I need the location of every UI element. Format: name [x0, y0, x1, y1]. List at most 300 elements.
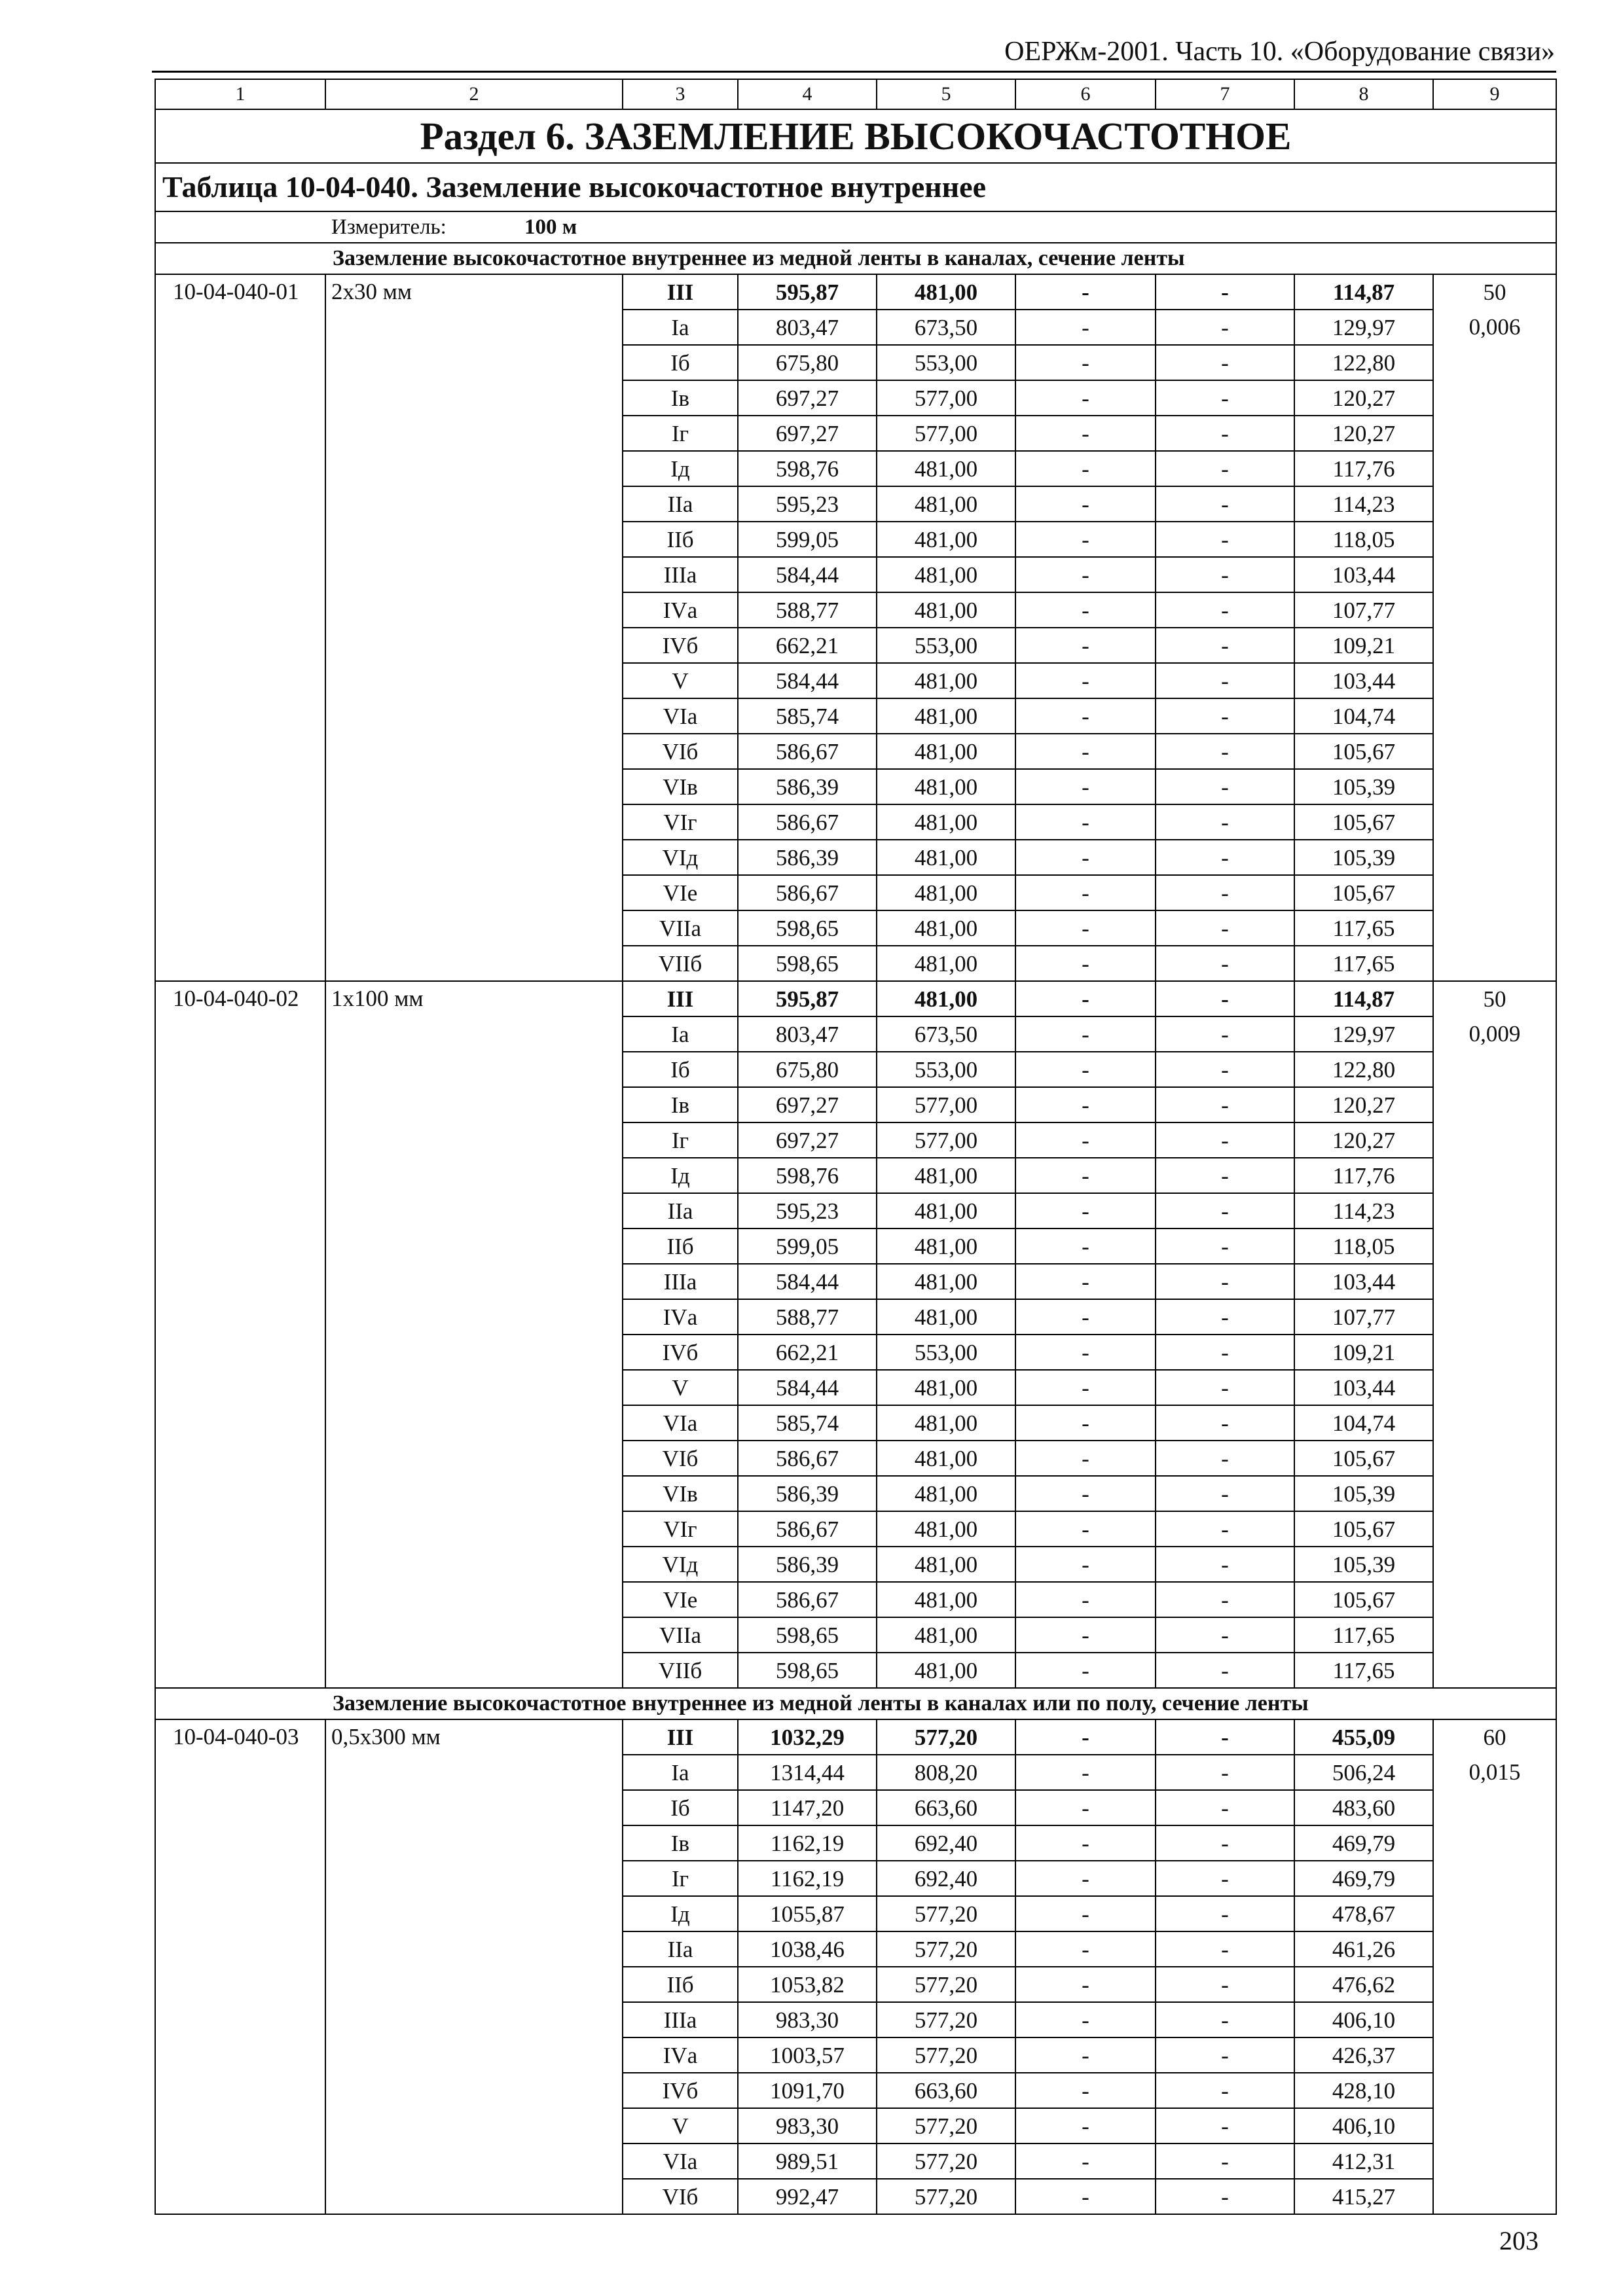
wages: 692,40	[877, 1825, 1015, 1861]
materials: 117,65	[1294, 946, 1433, 981]
materials: 117,65	[1294, 910, 1433, 946]
group-header-row	[155, 243, 1556, 274]
machines: -	[1015, 910, 1156, 946]
materials: 120,27	[1294, 1122, 1433, 1158]
total-cost: 598,65	[738, 910, 877, 946]
column-number: 6	[1015, 79, 1156, 109]
wages: 481,00	[877, 910, 1015, 946]
zone: Iд	[623, 451, 738, 486]
machines: -	[1015, 804, 1156, 840]
wages: 481,00	[877, 1617, 1015, 1653]
machine-wages: -	[1156, 1653, 1294, 1688]
wages: 481,00	[877, 1547, 1015, 1582]
labor-norm-value: 0,009	[1468, 1021, 1521, 1047]
materials: 104,74	[1294, 1405, 1433, 1441]
zone: VIг	[623, 804, 738, 840]
materials: 105,39	[1294, 1476, 1433, 1511]
header-rule	[152, 71, 1556, 73]
zone: Iд	[623, 1158, 738, 1193]
materials: 114,87	[1294, 981, 1433, 1016]
zone: IIб	[623, 1967, 738, 2002]
materials: 109,21	[1294, 628, 1433, 663]
total-cost: 1053,82	[738, 1967, 877, 2002]
machine-wages: -	[1156, 1790, 1294, 1825]
machine-wages: -	[1156, 592, 1294, 628]
wages: 481,00	[877, 981, 1015, 1016]
wages: 481,00	[877, 451, 1015, 486]
materials: 120,27	[1294, 380, 1433, 416]
column-numbers-row	[155, 79, 1556, 109]
total-cost: 586,39	[738, 1476, 877, 1511]
materials: 103,44	[1294, 663, 1433, 698]
machine-wages: -	[1156, 1582, 1294, 1617]
wages: 481,00	[877, 1299, 1015, 1335]
wages: 577,00	[877, 1122, 1015, 1158]
machines: -	[1015, 946, 1156, 981]
total-cost: 697,27	[738, 1087, 877, 1122]
zone: IIа	[623, 486, 738, 522]
total-cost: 662,21	[738, 628, 877, 663]
machines: -	[1015, 2179, 1156, 2214]
zone: IIа	[623, 1193, 738, 1229]
column-number: 4	[738, 79, 877, 109]
wages: 481,00	[877, 1370, 1015, 1405]
zone: VIIб	[623, 1653, 738, 1688]
zone: VIIа	[623, 1617, 738, 1653]
zone: VIа	[623, 1405, 738, 1441]
materials: 104,74	[1294, 698, 1433, 734]
machine-wages: -	[1156, 1861, 1294, 1896]
wages: 481,00	[877, 840, 1015, 875]
rate-code: 10-04-040-02	[155, 981, 325, 1688]
materials: 103,44	[1294, 1264, 1433, 1299]
machine-wages: -	[1156, 1476, 1294, 1511]
machine-wages: -	[1156, 2002, 1294, 2037]
wages: 481,00	[877, 1405, 1015, 1441]
total-cost: 586,39	[738, 840, 877, 875]
machines: -	[1015, 1967, 1156, 2002]
total-cost: 697,27	[738, 380, 877, 416]
materials: 129,97	[1294, 310, 1433, 345]
wages: 673,50	[877, 310, 1015, 345]
wages: 577,20	[877, 2179, 1015, 2214]
machine-wages: -	[1156, 345, 1294, 380]
column-number: 5	[877, 79, 1015, 109]
page-number: 203	[1499, 2226, 1539, 2255]
labor-norms	[1433, 274, 1556, 981]
materials: 105,67	[1294, 1582, 1433, 1617]
wages: 577,20	[877, 1896, 1015, 1931]
materials: 469,79	[1294, 1861, 1433, 1896]
wages: 553,00	[877, 1335, 1015, 1370]
zone: VIе	[623, 1582, 738, 1617]
total-cost: 598,76	[738, 451, 877, 486]
machine-wages: -	[1156, 416, 1294, 451]
column-number: 3	[623, 79, 738, 109]
machine-wages: -	[1156, 1967, 1294, 2002]
zone: Iг	[623, 1861, 738, 1896]
machines: -	[1015, 1790, 1156, 1825]
materials: 103,44	[1294, 1370, 1433, 1405]
materials: 412,31	[1294, 2144, 1433, 2179]
machines: -	[1015, 663, 1156, 698]
materials: 461,26	[1294, 1931, 1433, 1967]
total-cost: 1003,57	[738, 2037, 877, 2073]
total-cost: 992,47	[738, 2179, 877, 2214]
total-cost: 586,67	[738, 1511, 877, 1547]
machines: -	[1015, 1405, 1156, 1441]
machines: -	[1015, 522, 1156, 557]
machines: -	[1015, 1158, 1156, 1193]
machine-wages: -	[1156, 1052, 1294, 1087]
labor-norm-value: 50	[1483, 986, 1506, 1012]
zone: IIа	[623, 1931, 738, 1967]
materials: 105,39	[1294, 840, 1433, 875]
materials: 105,67	[1294, 1441, 1433, 1476]
zone: IIIа	[623, 557, 738, 592]
zone: Iв	[623, 1825, 738, 1861]
zone: III	[623, 1719, 738, 1755]
total-cost: 595,87	[738, 981, 877, 1016]
zone: IIб	[623, 522, 738, 557]
wages: 673,50	[877, 1016, 1015, 1052]
zone: VIд	[623, 1547, 738, 1582]
materials: 109,21	[1294, 1335, 1433, 1370]
zone: VIг	[623, 1511, 738, 1547]
machine-wages: -	[1156, 946, 1294, 981]
total-cost: 586,67	[738, 875, 877, 910]
zone: Iб	[623, 1790, 738, 1825]
machines: -	[1015, 1547, 1156, 1582]
table-row	[155, 274, 1556, 310]
zone: VIа	[623, 698, 738, 734]
machine-wages: -	[1156, 2108, 1294, 2144]
machines: -	[1015, 734, 1156, 769]
zone: V	[623, 1370, 738, 1405]
total-cost: 585,74	[738, 698, 877, 734]
materials: 506,24	[1294, 1755, 1433, 1790]
total-cost: 584,44	[738, 1370, 877, 1405]
total-cost: 598,65	[738, 946, 877, 981]
wages: 481,00	[877, 274, 1015, 310]
materials: 105,39	[1294, 769, 1433, 804]
wages: 808,20	[877, 1755, 1015, 1790]
machine-wages: -	[1156, 1087, 1294, 1122]
group-header: Заземление высокочастотное внутреннее из медной ленты в каналах, сечение ленты	[155, 243, 1556, 274]
measure-row	[155, 211, 1556, 243]
total-cost: 1162,19	[738, 1861, 877, 1896]
machines: -	[1015, 2144, 1156, 2179]
machine-wages: -	[1156, 2144, 1294, 2179]
zone: IIIа	[623, 1264, 738, 1299]
machines: -	[1015, 486, 1156, 522]
machines: -	[1015, 628, 1156, 663]
machines: -	[1015, 875, 1156, 910]
rate-name: 2х30 мм	[325, 274, 623, 981]
machine-wages: -	[1156, 1617, 1294, 1653]
zone: VIв	[623, 1476, 738, 1511]
materials: 105,39	[1294, 1547, 1433, 1582]
materials: 107,77	[1294, 592, 1433, 628]
total-cost: 584,44	[738, 663, 877, 698]
machine-wages: -	[1156, 2037, 1294, 2073]
machines: -	[1015, 380, 1156, 416]
group-header-row	[155, 1688, 1556, 1719]
zone: Iг	[623, 1122, 738, 1158]
machine-wages: -	[1156, 451, 1294, 486]
labor-norm-value: 60	[1483, 1725, 1506, 1750]
machine-wages: -	[1156, 310, 1294, 345]
materials: 114,23	[1294, 1193, 1433, 1229]
zone: IVб	[623, 1335, 738, 1370]
total-cost: 595,23	[738, 1193, 877, 1229]
total-cost: 989,51	[738, 2144, 877, 2179]
machines: -	[1015, 1335, 1156, 1370]
total-cost: 1038,46	[738, 1931, 877, 1967]
machines: -	[1015, 1582, 1156, 1617]
materials: 117,76	[1294, 451, 1433, 486]
zone: IVб	[623, 628, 738, 663]
machine-wages: -	[1156, 1370, 1294, 1405]
zone: Iв	[623, 1087, 738, 1122]
wages: 577,20	[877, 2037, 1015, 2073]
zone: IIб	[623, 1229, 738, 1264]
zone: VIа	[623, 2144, 738, 2179]
total-cost: 1055,87	[738, 1896, 877, 1931]
total-cost: 584,44	[738, 1264, 877, 1299]
materials: 105,67	[1294, 875, 1433, 910]
materials: 114,87	[1294, 274, 1433, 310]
materials: 107,77	[1294, 1299, 1433, 1335]
materials: 406,10	[1294, 2002, 1433, 2037]
machines: -	[1015, 1719, 1156, 1755]
wages: 481,00	[877, 769, 1015, 804]
machines: -	[1015, 2108, 1156, 2144]
machines: -	[1015, 1087, 1156, 1122]
measure-value: 100 м	[524, 215, 577, 239]
zone: Iа	[623, 1016, 738, 1052]
materials: 120,27	[1294, 416, 1433, 451]
wages: 481,00	[877, 946, 1015, 981]
measure-label: Измеритель:	[331, 215, 447, 239]
wages: 481,00	[877, 804, 1015, 840]
column-number: 8	[1294, 79, 1433, 109]
machine-wages: -	[1156, 1511, 1294, 1547]
machines: -	[1015, 1825, 1156, 1861]
total-cost: 1147,20	[738, 1790, 877, 1825]
machine-wages: -	[1156, 1264, 1294, 1299]
machines: -	[1015, 1755, 1156, 1790]
machine-wages: -	[1156, 1931, 1294, 1967]
machines: -	[1015, 451, 1156, 486]
total-cost: 983,30	[738, 2108, 877, 2144]
machines: -	[1015, 592, 1156, 628]
total-cost: 803,47	[738, 1016, 877, 1052]
wages: 481,00	[877, 734, 1015, 769]
total-cost: 983,30	[738, 2002, 877, 2037]
machines: -	[1015, 274, 1156, 310]
machine-wages: -	[1156, 734, 1294, 769]
total-cost: 586,67	[738, 804, 877, 840]
wages: 553,00	[877, 345, 1015, 380]
machine-wages: -	[1156, 1016, 1294, 1052]
machines: -	[1015, 1193, 1156, 1229]
total-cost: 586,67	[738, 1582, 877, 1617]
zone: VIе	[623, 875, 738, 910]
rate-code: 10-04-040-03	[155, 1719, 325, 2214]
materials: 426,37	[1294, 2037, 1433, 2073]
wages: 481,00	[877, 1511, 1015, 1547]
wages: 481,00	[877, 1264, 1015, 1299]
machines: -	[1015, 1476, 1156, 1511]
wages: 481,00	[877, 592, 1015, 628]
total-cost: 1032,29	[738, 1719, 877, 1755]
zone: IVа	[623, 1299, 738, 1335]
machine-wages: -	[1156, 1719, 1294, 1755]
total-cost: 598,65	[738, 1617, 877, 1653]
labor-norm-value: 0,006	[1468, 314, 1521, 340]
measure-cell	[155, 211, 1556, 243]
machines: -	[1015, 416, 1156, 451]
machines: -	[1015, 345, 1156, 380]
zone: VIIа	[623, 910, 738, 946]
machine-wages: -	[1156, 1896, 1294, 1931]
materials: 120,27	[1294, 1087, 1433, 1122]
machines: -	[1015, 1511, 1156, 1547]
rate-name: 1х100 мм	[325, 981, 623, 1688]
zone: IVа	[623, 2037, 738, 2073]
total-cost: 599,05	[738, 522, 877, 557]
wages: 577,20	[877, 2144, 1015, 2179]
machines: -	[1015, 698, 1156, 734]
total-cost: 586,39	[738, 1547, 877, 1582]
machine-wages: -	[1156, 1547, 1294, 1582]
materials: 105,67	[1294, 804, 1433, 840]
machine-wages: -	[1156, 1405, 1294, 1441]
wages: 577,20	[877, 1967, 1015, 2002]
machines: -	[1015, 1896, 1156, 1931]
zone: IIIа	[623, 2002, 738, 2037]
total-cost: 697,27	[738, 1122, 877, 1158]
machine-wages: -	[1156, 1441, 1294, 1476]
materials: 105,67	[1294, 734, 1433, 769]
wages: 481,00	[877, 1158, 1015, 1193]
group-header: Заземление высокочастотное внутреннее из медной ленты в каналах или по полу, сечение ленты	[155, 1688, 1556, 1719]
total-cost: 697,27	[738, 416, 877, 451]
materials: 129,97	[1294, 1016, 1433, 1052]
zone: VIв	[623, 769, 738, 804]
machines: -	[1015, 981, 1156, 1016]
machines: -	[1015, 1931, 1156, 1967]
materials: 118,05	[1294, 522, 1433, 557]
total-cost: 599,05	[738, 1229, 877, 1264]
zone: Iд	[623, 1896, 738, 1931]
materials: 118,05	[1294, 1229, 1433, 1264]
total-cost: 586,67	[738, 1441, 877, 1476]
wages: 553,00	[877, 1052, 1015, 1087]
zone: Iв	[623, 380, 738, 416]
zone: VIд	[623, 840, 738, 875]
machines: -	[1015, 1052, 1156, 1087]
machine-wages: -	[1156, 1335, 1294, 1370]
materials: 103,44	[1294, 557, 1433, 592]
materials: 122,80	[1294, 1052, 1433, 1087]
machines: -	[1015, 557, 1156, 592]
machine-wages: -	[1156, 486, 1294, 522]
wages: 481,00	[877, 522, 1015, 557]
machines: -	[1015, 1229, 1156, 1264]
table-row	[155, 1719, 1556, 1755]
wages: 577,20	[877, 1719, 1015, 1755]
wages: 663,60	[877, 1790, 1015, 1825]
machines: -	[1015, 2037, 1156, 2073]
total-cost: 1091,70	[738, 2073, 877, 2108]
machines: -	[1015, 1861, 1156, 1896]
machines: -	[1015, 1016, 1156, 1052]
machine-wages: -	[1156, 875, 1294, 910]
machine-wages: -	[1156, 1122, 1294, 1158]
machine-wages: -	[1156, 1158, 1294, 1193]
wages: 577,20	[877, 2002, 1015, 2037]
zone: Iа	[623, 310, 738, 345]
machine-wages: -	[1156, 804, 1294, 840]
machines: -	[1015, 310, 1156, 345]
total-cost: 595,23	[738, 486, 877, 522]
zone: IVб	[623, 2073, 738, 2108]
materials: 105,67	[1294, 1511, 1433, 1547]
wages: 692,40	[877, 1861, 1015, 1896]
total-cost: 586,39	[738, 769, 877, 804]
column-number: 7	[1156, 79, 1294, 109]
machines: -	[1015, 1653, 1156, 1688]
wages: 553,00	[877, 628, 1015, 663]
materials: 455,09	[1294, 1719, 1433, 1755]
table-body	[155, 79, 1556, 2214]
machine-wages: -	[1156, 2179, 1294, 2214]
wages: 577,00	[877, 416, 1015, 451]
machine-wages: -	[1156, 628, 1294, 663]
wages: 577,20	[877, 2108, 1015, 2144]
wages: 481,00	[877, 663, 1015, 698]
materials: 122,80	[1294, 345, 1433, 380]
section-title-row	[155, 109, 1556, 163]
column-number: 1	[155, 79, 325, 109]
materials: 406,10	[1294, 2108, 1433, 2144]
machines: -	[1015, 1122, 1156, 1158]
machines: -	[1015, 1299, 1156, 1335]
wages: 481,00	[877, 1193, 1015, 1229]
total-cost: 803,47	[738, 310, 877, 345]
total-cost: 675,80	[738, 1052, 877, 1087]
zone: VIб	[623, 734, 738, 769]
column-number: 9	[1433, 79, 1556, 109]
materials: 478,67	[1294, 1896, 1433, 1931]
zone: Iб	[623, 345, 738, 380]
total-cost: 584,44	[738, 557, 877, 592]
materials: 483,60	[1294, 1790, 1433, 1825]
materials: 117,65	[1294, 1653, 1433, 1688]
wages: 577,00	[877, 380, 1015, 416]
machine-wages: -	[1156, 557, 1294, 592]
section-title: Раздел 6. ЗАЗЕМЛЕНИЕ ВЫСОКОЧАСТОТНОЕ	[155, 109, 1556, 163]
table-title-row	[155, 163, 1556, 211]
wages: 481,00	[877, 486, 1015, 522]
zone: V	[623, 2108, 738, 2144]
materials: 469,79	[1294, 1825, 1433, 1861]
wages: 481,00	[877, 1441, 1015, 1476]
zone: VIб	[623, 1441, 738, 1476]
materials: 415,27	[1294, 2179, 1433, 2214]
